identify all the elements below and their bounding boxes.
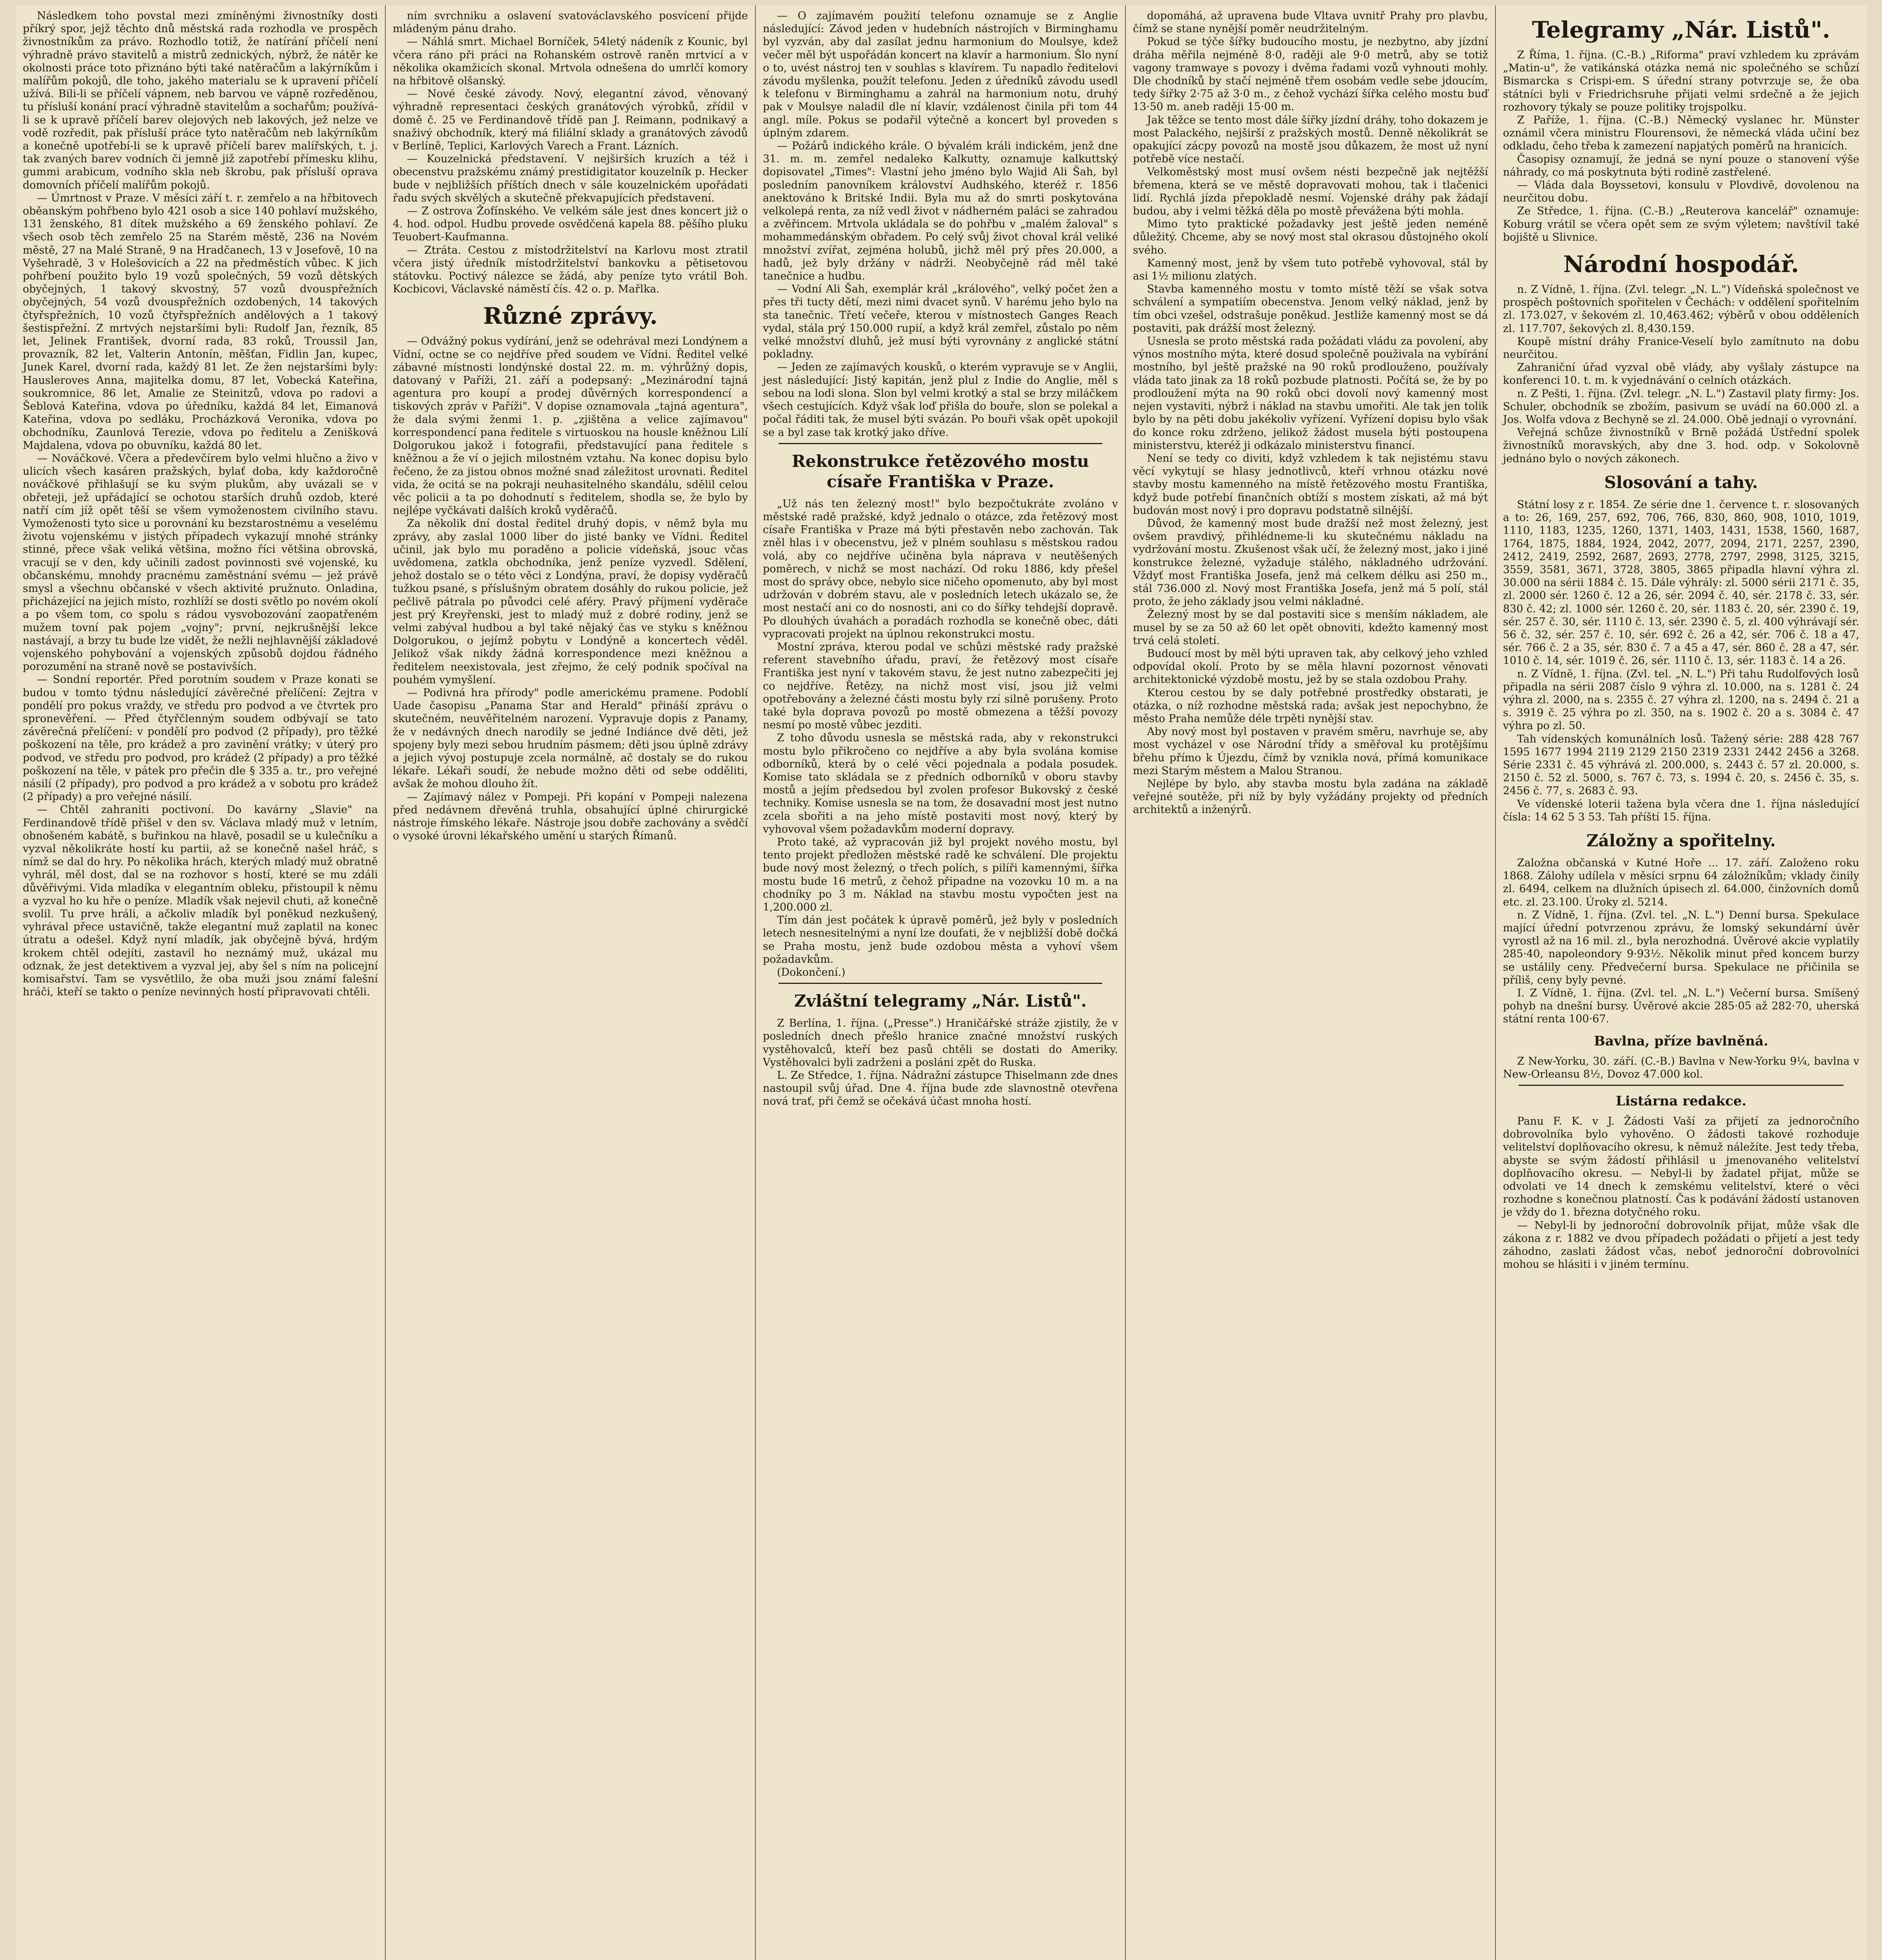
article-paragraph: — Ztráta. Cestou z místodržitelství na Karlovu most ztratil včera jistý úředník místodržitelství bankovku a pětisetovou státovku. Poctivý nálezce se žádá, aby peníze tyto vrátil Boh. Kocbicovi, Václavské náměstí čís. 42 o. p. Mařlka. <box>393 244 748 296</box>
article-paragraph: Budoucí most by měl býti upraven tak, aby celkový jeho vzhled odpovídal okolí. Proto by se měla hlavní pozornost věnovati architektonické výzdobě mostu, jež by se stala ozdobou Prahy. <box>1133 647 1488 686</box>
section-rule <box>1519 1085 1844 1086</box>
article-paragraph: Panu F. K. v J. Žádosti Vaší za přijetí za jednoročního dobrovolníka bylo vyhověno. O žádosti takové rozhoduje velitelství doplňovacího okresu, k němuž náležíte. Jest tedy třeba, abyste se svým žádostí přihlásil u jmenovaného velitelství doplňovacího okresu. — Nebyl-li by žadatel přijat, může se odvolati ve 14 dnech k zemskému velitelství, které o věci rozhodne s konečnou platností. Čas k podávání žádostí ustanoven je vždy do 1. března dotyčného roku. <box>1503 1115 1859 1219</box>
article-paragraph: Tím dán jest počátek k úpravě poměrů, jež byly v posledních letech nesnesitelnými a nyní lze doufati, že v nejbližší době dočká se Praha mostu, jenž bude ozdobou města a vyhoví všem požadavkům. <box>763 914 1118 965</box>
article-paragraph: Z New-Yorku, 30. září. (C.-B.) Bavlna v New-Yorku 9¼, bavlna v New-Orleansu 8½, Dovoz 47.000 kol. <box>1503 1055 1859 1080</box>
article-paragraph: — Z ostrova Žofínského. Ve velkém sále jest dnes koncert již o 4. hod. odpol. Hudbu provede osvědčená kapela 88. pěšího pluku Teuobert-Kaufmanna. <box>393 205 748 243</box>
column-1 <box>16 5 386 1960</box>
article-paragraph: (Dokončení.) <box>777 966 846 979</box>
article-heading: Národní hospodář. <box>1563 251 1799 278</box>
article-paragraph: Zahraniční úřad vyzval obě vlády, aby vyšlaly zástupce na konferenci 10. t. m. k vyjednávání o celních otázkách. <box>1503 361 1859 387</box>
article-paragraph: — Podivná hra přírody" podle americkému pramene. Podoblí Uade časopisu „Panama Star and Herald" přináší zprávu o skutečném, neuvěřitelném narození. Vypravuje dopis z Panamy, že v nedávných dnech narodily se jedné Indiánce dvě děti, jež spojeny byly mezi sebou hrudním pásmem; děti jsou úplně zdrávy a jejich vývoj postupuje zcela normálně, ač dostaly se do rukou lékaře. Lékaři soudí, že nebude možno děti od sebe odděliti, avšak že mohou dlouho žít. <box>393 686 748 790</box>
article-paragraph: Založna občanská v Kutné Hoře ... 17. září. Založeno roku 1868. Zálohy udílela v měsíci srpnu 64 záložníkům; vklady činily zl. 6494, celkem na dlužních úpisech zl. 64.000, činžovních domů etc. zl. 23.100. Úroky zl. 5214. <box>1503 857 1859 908</box>
article-paragraph: — Nové české závody. Nový, elegantní závod, věnovaný výhradně representaci českých granátových výrobků, zřídil v domě č. 25 ve Ferdinandově třídě pan J. Reimann, podnikavý a snaživý obchodník, který má filiální sklady a granátových závodů v Berlíně, Teplici, Karlových Varech a Frant. Lázních. <box>393 88 748 152</box>
article-paragraph: Tah vídenských komunálních losů. Tažený série: 288 428 767 1595 1677 1994 2119 2129 2150 2319 2331 2442 2456 a 3268. Série 2331 č. 45 výhrává zl. 200.000, s. 2443 č. 57 zl. 20.000, s. 2150 č. 52 zl. 5000, s. 767 č. 73, s. 1994 č. 20, s. 2456 č. 35, s. 2456 č. 77, s. 2683 č. 93. <box>1503 733 1859 797</box>
article-paragraph: Stavba kamenného mostu v tomto místě těží se však sotva schválení a sympatiím obecenstva. Jenom velký náklad, jenž by tím obci vzešel, odstrašuje poněkud. Jestliže kamenný most se dá postaviti, pak drážší most železný. <box>1133 283 1488 334</box>
article-paragraph: „Už nás ten železný most!" bylo bezpočtukráte zvoláno v městské radě pražské, když jednalo o otázce, zda řetězový most císaře Františka v Praze má býti přestavěn nebo zachován. Tak zněl hlas i v obecenstvu, jež v plném souhlasu s městskou radou volá, aby co nejdříve učiněna byla náprava v neutěšených poměrech, v nichž se most nachází. Od roku 1886, kdy přešel most do správy obce, nebylo sice ničeho opomenuto, aby byl most udržován v dobrém stavu, ale v posledních letech ukázalo se, že most nestačí ani co do nosnosti, ani co do šířky tehdejší dopravě. Po dlouhých úvahách a poradách rozhodla se konečně obec, dáti vypracovati projekt na úplnou rekonstrukci mostu. <box>763 497 1118 640</box>
article-paragraph: Časopisy oznamují, že jedná se nyní pouze o stanovení výše náhrady, co má poskytnuta býti rodině zastřelené. <box>1503 153 1859 178</box>
article-paragraph: — Nováčkové. Včera a předevčírem bylo velmi hlučno a živo v ulicích všech kasáren pražských, bylať doba, kdy každoročně nováčkové přihlašují se ku svým plukům, aby uvázali se v obřeteji, jež upřádající se ochotou starších druhů ozdob, které natří cím jíž opět těší se všem vymoženostem civilního stavu. Vymoženosti tyto sice u porovnání ku bezstarostnému a veselému životu vojenskému v jistých případech vykazují mnohé stránky stinné, přece však veliká většina, možno říci většina obrovská, vracují se v den, kdy učinili zadost povinnosti své vojenské, ku občanskému, mnohdy pracnému zaměstnání svému — jež právě smysl a všechnu občanské v všech aktivité pružnuto. Onladina, přicházející na jejich místo, rozhlíží se dosti světlo po novém okolí a po všem tom, co spolu s rádou vysvobozování zaopatřeném mužem tovní pak pojem „vojny"; první, nejkrušnější lekce nastávají, a brzy tu bude lze vidět, že nežli nejhlavnější základové vojenského pohybování a vojenských způsobů dojdou řádného porozumění na straně nově se postavivších. <box>23 452 378 673</box>
article-paragraph: Jak těžce se tento most dále šířky jízdní dráhy, toho dokazem je most Palackého, nejširší z pražských mostů. Denně několikrát se opakující zácpy povozů na mostě jsou důkazem, že most už nyní potřebě více nestačí. <box>1133 114 1488 165</box>
article-paragraph: dopomáhá, až upravena bude Vltava uvnitř Prahy pro plavbu, čímž se stane nynější poměr neudržitelným. <box>1133 10 1488 35</box>
article-paragraph: Usnesla se proto městská rada požádati vládu za povolení, aby výnos mostního mýta, které dosud společně použivala na vybírání mostního, byl ještě pražské na 90 roků prodlouženo, používaly vláda tato jinak za 18 roků pozbude platnosti. Počítá se, že by po prodloužení mýta na 90 roků obci dovolí nový kamenný most nejen vystaviti, nýbrž i náklad na stavbu umořiti. Ale tak jen tolik bylo by na pěti dobu jakékoliv vyřízení. Vyřízení dopisu bylo však do konce roku zdrženo, jelikož žádost musela býti postoupena ministerstvu, kteréž ji odkázalo ministerstvu financí. <box>1133 335 1488 452</box>
article-paragraph: Mostní zpráva, kterou podal ve schůzi městské rady pražské referent stavebního úřadu, praví, že řetězový most císaře Františka jest nyní v takovém stavu, že jest nutno zabezpečiti jej co nejdříve. Řetězy, na nichž most visí, jsou již velmi opotřebovány a železné části mostu byly rzí silně porušeny. Proto také byla doprava povozů po mostě obmezena a těžší povozy nesmí po mostě vůbec jezditi. <box>763 641 1118 731</box>
column-2 <box>386 5 756 1960</box>
article-paragraph: — Požárů indického krále. O bývalém králi indickém, jenž dne 31. m. m. zemřel nedaleko Kalkutty, oznamuje kalkuttský dopisovatel „Times": Vlastní jeho jméno bylo Wajid Ali Šah, byl posledním panovníkem království Audhského, kteréž r. 1856 anektováno k Britské Indii. Byla mu až do smrti poskytována velkolepá renta, za níž vedl život v nádherném paláci se zahradou a zvěřincem. Mrtvola ukládala se do pohřbu v „malém žaloval" s mohammedánským obřadem. Po celý svůj život choval král veliké množství zvířat, zejména holubů, jichž měl prý přes 20.000, a hadů, jež byly držány v nádrži. Neobyčejně rád měl také tanečnice a hudbu. <box>763 140 1118 283</box>
article-paragraph: Nejlépe by bylo, aby stavba mostu byla zadána na základě veřejné soutěže, při níž by byly vyžádány projekty od předních architektů a inženýrů. <box>1133 777 1488 816</box>
article-paragraph: — Chtěl zahraniti poctivoní. Do kavárny „Slavie" na Ferdinandově třídě přišel v den sv. Václava mladý muž v letním, obnošeném kabátě, s buřinkou na hlavě, posadil se u kulečníku a vyzval několikráte hostí ku partii, až se konečně našel hráč, s nímž se dal do hry. Po několika hrách, kterých mladý muž obratně vyhrál, měl dost, dal se na rozhovor s hostí, které se mu zdáli důvěřivými. Vida mladíka v elegantním obleku, přistoupil k němu a vyzval ho ku hře o peníze. Mladík však nejevil chuti, až konečně svolil. Tu prve hráli, a ačkoliv mladík byl poněkud nezkušený, vyhrával přece ustavičně, takže elegantní muž zaplatil na konec útratu a odešel. Když nyní mladík, jak obyčejně bývá, hrdým krokem chtěl odejíti, zastavil ho neznámý muž, ukázal mu odznak, že jest detektivem a vyzval jej, aby šel s ním na policejní komisařství. Tam se vysvětlilo, že oba muži jsou známí falešní hráči, kteří se takto o peníze nevinných hostí připravovati chtěli. <box>23 804 378 998</box>
article-paragraph: Z Berlína, 1. října. („Presse".) Hraničářské stráže zjistily, že v posledních dnech přešlo hranice značné množství ruských vystěhovalců, kteří bez pasů chtěli se dostati do Ameriky. Vystěhovalci byli zadrženi a posláni zpět do Ruska. <box>763 1017 1118 1069</box>
article-paragraph: Z Paříže, 1. října. (C.-B.) Německý vyslanec hr. Münster oznámil včera ministru Flourensovi, že německá vláda učiní bez odkladu, čeho třeba k zamezení napjatých poměrů na hranicích. <box>1503 114 1859 152</box>
article-paragraph: Pokud se týče šířky budoucího mostu, je nezbytno, aby jízdní dráha měřila nejméně 8·0, raději ale 9·0 metrů, aby se totiž vagony tramwaye s povozy i dvěma řadami vozů vyhnouti mohly. Dle chodníků by stačí nejméně třem osobám vedle sebe jdoucím, tedy šířky 2·75 až 3·0 m., z čehož vychází šířka celého mostu buď 13·50 m. aneb raději 15·00 m. <box>1133 36 1488 113</box>
article-paragraph: Není se tedy co diviti, když vzhledem k tak nejistému stavu věcí vykytují se hlasy jednotlivců, kteří vrhnou otázku nové stavby mostu kamenného na místě řetězového mostu Františka, když bude potřebí finančních obtíží s mostem získati, až má být budován most nový i pro dopravu podstatně silnější. <box>1133 452 1488 517</box>
article-paragraph: Kterou cestou by se daly potřebné prostředky obstarati, je otázka, o níž rozhodne městská rada; avšak jest nepochybno, že město Praha nemůže déle trpěti nynější stav. <box>1133 686 1488 725</box>
article-paragraph: Železný most by se dal postaviti sice s menším nákladem, ale musel by se za 50 až 60 let opět obnoviti, kdežto kamenný most trvá celá století. <box>1133 608 1488 647</box>
article-paragraph: — Vodní Ali Šah, exemplár král „králového", velký počet žen a přes tři tucty dětí, mezi nimi dvacet synů. V harému jeho bylo na sta tanečnic. Třetí večeře, kterou v místnostech Ganges Reach vydal, stála prý 150.000 rupií, a když král zemřel, zůstalo po něm velké množství dluhů, jež musí býti vyrovnány z anglické státní pokladny. <box>763 283 1118 361</box>
article-heading: Telegramy „Nár. Listů". <box>1532 16 1830 43</box>
article-paragraph: — Zajímavý nález v Pompeji. Při kopání v Pompeji nalezena před nedávnem dřevěná truhla, obsahující úplné chirurgické nástroje římského lékaře. Nástroje jsou dobře zachovány a svědčí o vysoké úrovni lékařského umění u starých Římanů. <box>393 791 748 842</box>
article-paragraph: — Nebyl-li by jednoroční dobrovolník přijat, může však dle zákona z r. 1882 ve dvou případech požádati o přijetí a jest tedy záhodno, zaslati žádost včas, neboť jednoroční dobrovolníci mohou se hlásiti i v jiném termínu. <box>1503 1219 1859 1271</box>
section-rule <box>779 443 1102 444</box>
article-paragraph: Velkoměstský most musí ovšem nésti bezpečně jak nejtěžší břemena, která se ve městě dopravovati mohou, tak i tlačenici lidí. Rychlá jízda přepokladě nesmí. Vojenské dráhy pak žádají budou, aby i velmi těžká děla po mostě převážena býti mohla. <box>1133 166 1488 218</box>
article-paragraph: — Vláda dala Boyssetovi, konsulu v Plovdivě, dovolenou na neurčitou dobu. <box>1503 179 1859 205</box>
article-paragraph: n. Z Vídně, 1. října. (Zvl. tel. „N. L.") Denní bursa. Spekulace mající úřední potvrzenou zprávu, že lomský sekundární úvěr vyrostl až na 16 mil. zl., byla nerozhodná. Úvěrové akcie vyplatily 285·40, napoleondory 9·93½. Několik minut před koncem burzy se ustálily ceny. Předvečerní bursa. Spekulace ne přičinila se příliš, ceny byly pevné. <box>1503 909 1859 986</box>
article-heading: Rekonstrukce řetězového mostu císaře Františka v Praze. <box>791 451 1089 491</box>
article-heading: Bavlna, příze bavlněná. <box>1594 1033 1768 1049</box>
article-heading: Záložny a spořitelny. <box>1586 831 1776 850</box>
article-paragraph: Koupě místní dráhy Franice-Veselí bylo zamítnuto na dobu neurčitou. <box>1503 335 1859 361</box>
article-paragraph: — O zajímavém použití telefonu oznamuje se z Anglie následující: Závod jeden v hudebních nástrojích v Birminghamu byl vyzván, aby dal zasílat jednu harmonium do Moulsye, kdež večer měl být uspořádán koncert na klavír a harmonium. Šlo nyní o to, uvést nástroj ten v souhlas s klavírem. Tu napadlo ředitelovi závodu myšlenka, použít telefonu. Jeden z úředníků závodu usedl k telefonu v Birminghamu a zahrál na harmonium notu, druhý pak v Moulsye naladil dle ní klavír, vzdálenost činila při tom 44 angl. míle. Pokus se podařil výtečně a koncert byl proveden s úplným zdarem. <box>763 10 1118 139</box>
article-paragraph: — Kouzelnická představení. V nejširších kruzích a též i obecenstvu pražskému známý prestidigitator kouzelník p. Hecker bude v nejbližších příštích dnech v sále kouzelnickém upořádati řadu svých skvělých a skutečně překvapujících představení. <box>393 153 748 204</box>
column-3 <box>756 5 1126 1960</box>
article-paragraph: n. Z Vídně, 1. října. (Zvl. tel. „N. L.") Při tahu Rudolfových losů připadla na sérii 2087 číslo 9 výhra zl. 10.000, na s. 1281 č. 24 výhra zl. 2000, na s. 2355 č. 27 výhra zl. 1200, na s. 2494 č. 21 a s. 3919 č. 25 výhra po zl. 350, na s. 1902 č. 20 a s. 3084 č. 47 výhra po zl. 50. <box>1503 668 1859 732</box>
article-paragraph: Z Říma, 1. října. (C.-B.) „Riforma" praví vzhledem ku zprávám „Matin-u", že vatikánská otázka nemá nic společného se schůzí Bismarcka s Crispi-em. S úřední strany potvrzuje se, že oba státníci byli v Friedrichsruhe přijati velmi srdečně a že jejich rozhovory týkaly se pouze politiky trojspolku. <box>1503 49 1859 113</box>
article-paragraph: Státní losy z r. 1854. Ze série dne 1. července t. r. slosovaných a to: 26, 169, 257, 692, 706, 766, 830, 860, 908, 1010, 1019, 1110, 1183, 1235, 1260, 1371, 1403, 1431, 1538, 1560, 1687, 1764, 1875, 1884, 1924, 2042, 2077, 2094, 2171, 2257, 2390, 2412, 2419, 2592, 2687, 2693, 2778, 2797, 2998, 3125, 3215, 3559, 3581, 3671, 3728, 3805, 3865 připadla hlavní výhra zl. 30.000 na sérii 1884 č. 15. Dále výhrály: zl. 5000 sérii 2171 č. 35, zl. 2000 sér. 1260 č. 12 a 26, sér. 2094 č. 40, sér. 2178 č. 33, sér. 830 č. 42; zl. 1000 sér. 1260 č. 20, sér. 1183 č. 20, sér. 2390 č. 19, sér. 257 č. 30, sér. 1110 č. 13, sér. 2390 č. 5, zl. 400 výhrávají sér. 56 č. 32, sér. 257 č. 10, sér. 692 č. 26 a 42, sér. 706 č. 18 a 47, sér. 766 č. 2 a 35, sér. 830 č. 7 a 45 a 47, sér. 860 č. 28 a 47, sér. 1010 č. 14, sér. 1019 č. 26, sér. 1110 č. 13, sér. 1183 č. 14 a 26. <box>1503 498 1859 667</box>
newspaper-page <box>16 5 1866 1960</box>
article-heading: Slosování a tahy. <box>1604 472 1758 492</box>
article-heading: Různé zprávy. <box>483 303 658 330</box>
article-paragraph: Následkem toho povstal mezi zmíněnými živnostníky dosti příkrý spor, jejž těchto dnů městská rada rozhodla ve prospěch živnostníkům za právo. Rozhodlo totiž, že natírání příčelí není výhradně právo stavitelů a mistrů zednických, nýbrž, že nátěr ke okolnosti práce toto přiznáno býti také natěračům a lakýrníkům i malířům pokojů, dle toho, jakého materialu se k upravení příčelí užívá. Bili-li se příčelí vápnem, neb barvou ve vápně rozředěnou, tu přísluší konání prací výhradně stavitelům a sochařům; používá-li se k upravě příčelí barev olejových neb lakových, jež nelze ve vodě rozředit, pak přísluší práce tyto natěračům neb lakýrníkům a konečně upotřebí-li se k upravě příčelí barev malířských, t. j. tak zvaných barev vodních či jemně již zapotřebí přímesku klihu, gummi arabicum, vodního skla neb škrobu, pak přísluší oprava domovních příčelí malířům pokojů. <box>23 10 378 191</box>
article-paragraph: Ze Středce, 1. října. (C.-B.) „Reuterova kancelář" oznamuje: Koburg vrátil se včera opět sem ze svým výletem; navštívil také bojiště u Slivnice. <box>1503 205 1859 243</box>
section-rule <box>779 983 1102 984</box>
article-paragraph: Kamenný most, jenž by všem tuto potřebě vyhovoval, stál by asi 1½ milionu zlatých. <box>1133 257 1488 283</box>
article-paragraph: — Náhlá smrt. Michael Borníček, 54letý nádeník z Kounic, byl včera ráno při práci na Rohanském ostrově raněn mrtvicí a v několika okamžicích skonal. Mrtvola odnešena do umrlčí komory na hřbitově olšanský. <box>393 36 748 87</box>
article-paragraph: — Jeden ze zajímavých kousků, o kterém vypravuje se v Anglii, jest následující: Jistý kapitán, jenž plul z Indie do Anglie, měl s sebou na lodi slona. Slon byl velmi krotký a stal se brzy miláčkem všech cestujících. Když však loď přišla do bouře, slon se polekal a počal řáditi tak, že musel býti svázán. Po bouři však opět upokojil se a byl zase tak krotký jako dříve. <box>763 361 1118 439</box>
article-paragraph: Veřejná schůze živnostníků v Brně požádá Ústřední spolek živnostníků moravských, aby dne 3. hod. odp. v Sokolovně jednáno bylo o nových zákonech. <box>1503 426 1859 465</box>
article-paragraph: — Úmrtnost v Praze. V měsíci září t. r. zemřelo a na hřbitovech oběanským pohřbeno bylo 421 osob a sice 140 pohlaví mužského, 131 ženského, 81 dítek mužského a 69 ženského pohlaví. Ze všech osob těch zemřelo 25 na Starém městě, 236 na Novém městě, 27 na Malé Straně, 9 na Hradčanech, 13 v Josefově, 10 na Vyšehradě, 3 v Holešovicích a 22 na předměstích vůbec. K jich pohřbení použito bylo 19 vozů společných, 59 vozů dětských obyčejných, 1 takový skvostný, 57 vozů dvouspřežních obyčejných, 54 vozů dvouspřežních ozdobených, 14 takových čtyřspřežních, 10 vozů čtyřspřežních andělových a 1 takový šestispřežní. Z mrtvých nejstaršími byli: Rudolf Jan, řezník, 85 let, Jelinek František, dvorní rada, 83 roků, Troussil Jan, provazník, 82 let, Valterin Antonín, měšťan, Fidlin Jan, kupec, Junek Karel, dvorní rada, každý 81 let. Ze žen nejstaršími byly: Hausleroves Anna, majitelka domu, 87 let, Vobecká Kateřina, soukromnice, 86 let, Amalie ze Steinitzů, vdova po radovi a Šeblová Kateřina, vdova po úředníku, každá 84 let, Eimanová Kateřina, vdova po sedláku, Procházková Veronika, vdova po obchodníku, Zaunlová Terezie, vdova po ředitelu a Zenišková Majdalena, vdova po obuvníku, každá 80 let. <box>23 192 378 452</box>
article-paragraph: Důvod, že kamenný most bude dražší než most železný, jest ovšem pravdivý, přihlédneme-li ku skutečnému nákladu na vydržování mostu. Zkušenost však učí, že železný most, jako i jiné konstrukce železné, vyžaduje stálého, nákladného udržování. Vždyť most Františka Josefa, jenž má celkem délku asi 250 m., stál 736.000 zl. Nový most Františka Josefa, jenž má 5 polí, stál proto, že jeho základy jsou velmi nákladné. <box>1133 517 1488 608</box>
article-paragraph: Z toho důvodu usnesla se městská rada, aby v rekonstrukci mostu bylo přikročeno co nejdříve a aby byla svolána komise odborníků, která by o celé věci pojednala a podala posudek. Komise tato skládala se z předních odborníků v oboru stavby mostů a jejím předsedou byl zvolen profesor Bukovský z české techniky. Komise usnesla se na tom, že dosavadní most jest nutno zcela sbořiti a na jeho místě postaviti most nový, který by vyhovoval všem požadavkům moderní dopravy. <box>763 732 1118 835</box>
article-paragraph: I. Z Vídně, 1. října. (Zvl. tel. „N. L.") Večerní bursa. Smíšený pohyb na dnešní bursy. Úvěrové akcie 285·05 až 282·70, uherská státní renta 100·67. <box>1503 987 1859 1025</box>
article-paragraph: — Odvážný pokus vydírání, jenž se odehrával mezi Londýnem a Vídní, octne se co nejdříve před soudem ve Vídni. Ředitel velké zábavné místnosti londýnské dostal 22. m. m. výhrůžný dopis, datovaný v Paříži, 21. září a podepsaný: „Mezinárodní tajná agentura pro koupí a prodej důvěrných korrespondencí a tiskových zpráv v Paříži". V dopise oznamovala „tajná agentura", že dala svými ženmi 1. p. „zjištěna a velice zajímavou" korrespondencí pana ředitele s virtuoskou na housle kněžnou Lilí Dolgorukou jakož i fotografii, představující pana ředitele s kněžnou a že ví o jejich milostném vztahu. Na konec dopisu bylo řečeno, že za jistou obnos možné snad záležitost urovnati. Ředitel vida, že ocitá se na pokraji neuhasitelného skandálu, sdělil celou věc policii a ta po dohodnutí s ředitelem, shodla se, že bylo by nejlépe vyčkávati dalších kroků vyděračů. <box>393 335 748 517</box>
article-paragraph: n. Z Pešti, 1. října. (Zvl. telegr. „N. L.") Zastavil platy firmy: Jos. Schuler, obchodník se zbožím, pasivum se uvádí na 60.000 zl. a Jos. Wolfa vdova z Bechyně se zl. 24.000. Obě jednají o vyrovnání. <box>1503 387 1859 426</box>
article-paragraph: Aby nový most byl postaven v pravém směru, navrhuje se, aby most vycházel v ose Národní třídy a směřoval ku protějšímu břehu přímo k Újezdu, čímž by vznikla nová, přímá komunikace mezi Starým městem a Malou Stranou. <box>1133 726 1488 777</box>
article-heading: Listárna redakce. <box>1615 1093 1747 1109</box>
article-paragraph: Proto také, až vypracován již byl projekt nového mostu, byl tento projekt předložen městské radě ke schválení. Dle projektu bude nový most železný, o třech polích, s pilíři kamennými, šířka mostu bude 16 metrů, z čehož připadne na vozovku 10 m. a na chodníky po 3 m. Náklad na stavbu mostu vypočten jest na 1,200.000 zl. <box>763 836 1118 913</box>
article-heading: Zvláštní telegramy „Nár. Listů". <box>794 991 1087 1011</box>
column-5 <box>1496 5 1866 1960</box>
article-paragraph: Za několik dní dostal ředitel druhý dopis, v němž byla mu zprávy, aby zaslal 1000 liber do jisté banky ve Vídni. Ředitel učinil, jak bylo mu poraděno a policie vídeňská, jsouc včas uvědomena, zatkla obchodníka, jenž peníze vyzvedl. Sdělení, jehož dostalo se o této věci z Londýna, praví, že dopisy vyděračů tužkou psané, s příslušným obratem dosáhly do rukou policie, jež pečlivě pátrala po původci celé aféry. Pravý příjmení vyděrače jest prý Kreyřenski, jest to mladý muž z dobré rodiny, jenž se velmi zabýval hudbou a byl také nějaký čas ve styku s kněžnou Dolgorukou, o jejímž pobytu v Londýně a koncertech věděl. Jelikož však nikdy žádná korrespondence mezi kněžnou a ředitelem neexistovala, jest zřejmo, že celý podnik spočíval na pouhém vymyšlení. <box>393 517 748 686</box>
article-paragraph: — Sondní reportér. Před porotním soudem v Praze konati se budou v tomto týdnu následující závěrečné přelíčení: Zejtra v pondělí pro pokus vraždy, ve středu pro podvod a ve čtvrtek pro spronevěření. — Před čtyřčlenným soudem odbývají se tato závěrečná přelíčení: v pondělí pro podvod (2 případy), pro těžké poškození na těle, pro krádež a pro zavinění vrátky; v úterý pro podvod, ve středu pro podvod, pro krádež (2 případy) a pro těžké poškození na těle, v pátek pro přečin dle § 335 a. tr., pro veřejné násilí (2 případy), pro podvod a pro krádež a v sobotu pro krádež (2 případy) a pro veřejné násilí. <box>23 673 378 803</box>
article-paragraph: Mimo tyto praktické požadavky jest ještě jeden neméně důležitý. Chceme, aby se nový most stal okrasou důstojného okolí svého. <box>1133 218 1488 256</box>
article-paragraph: n. Z Vídně, 1. října. (Zvl. telegr. „N. L.") Vídeňská společnost ve prospěch poštovních spořitelen v Čechách: v oddělení spořitelním zl. 173.027, v šekovém zl. 10,463.462; výběrů v obou odděleních zl. 117.707, šekových zl. 8,430.159. <box>1503 283 1859 335</box>
column-4 <box>1126 5 1496 1960</box>
article-paragraph: L. Ze Středce, 1. října. Nádražní zástupce Thiselmann zde dnes nastoupil svůj úřad. Dne 4. října bude zde slavnostně otevřena nová trať, při čemž se očekává účast mnoha hostí. <box>763 1069 1118 1108</box>
article-paragraph: Ve vídenské loterii tažena byla včera dne 1. října následující čísla: 14 62 5 3 53. Tah příští 15. října. <box>1503 798 1859 823</box>
article-paragraph: ním svrchniku a oslavení svatováclavského posvícení přijde mládeným pánu draho. <box>393 10 748 35</box>
